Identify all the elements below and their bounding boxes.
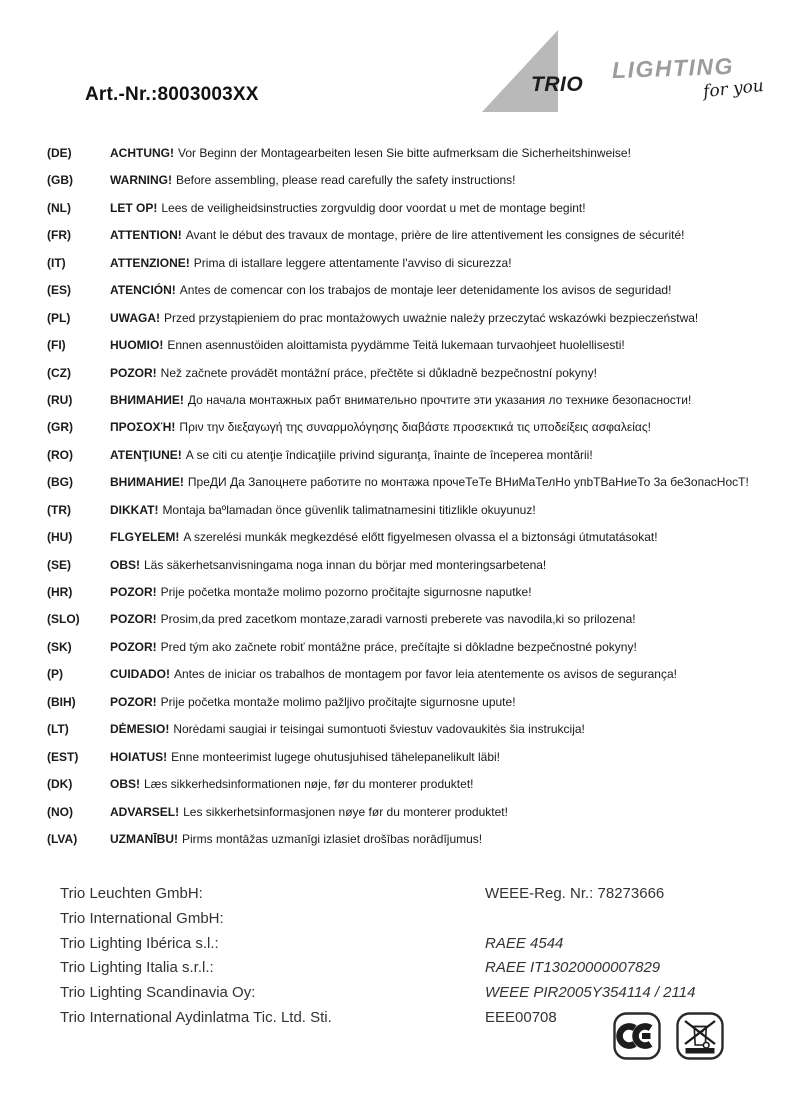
warning-keyword: HOIATUS! <box>110 749 168 764</box>
warning-row <box>47 805 787 819</box>
warning-text <box>110 201 586 215</box>
warning-keyword: ACHTUNG! <box>110 146 174 160</box>
warning-body: Ennen asennustöiden aloittamista pyydämme Teitä lukemaan turvaohjeet huolellisesti! <box>167 338 625 353</box>
warning-keyword: UWAGA! <box>110 310 160 325</box>
warning-keyword: ΠΡΟΣΟΧΉ! <box>110 420 176 435</box>
compliance-badges <box>613 1012 724 1060</box>
language-code: (FR) <box>47 228 71 243</box>
warning-row <box>47 448 787 462</box>
warning-body: Vor Beginn der Montagearbeiten lesen Sie bitte aufmerksam die Sicherheitshinweise! <box>178 146 631 160</box>
warning-body: Lees de veiligheidsinstructies zorgvuldig door voordat u met de montage begint! <box>161 200 586 215</box>
warning-keyword: ATTENTION! <box>110 228 182 243</box>
warning-body: Prima di istallare leggere attentamente l'avviso di sicurezza! <box>193 255 512 270</box>
warning-row <box>47 612 787 626</box>
ce-mark-icon <box>613 1012 661 1060</box>
warning-keyword: ВНИМАНИЕ! <box>110 392 184 407</box>
warning-body: Norėdami saugiai ir teisingai sumontuoti šviestuv vadovaukitės šia instrukcija! <box>173 722 585 737</box>
language-code: (HR) <box>47 585 73 599</box>
language-code: (HU) <box>47 530 73 545</box>
language-code: (LVA) <box>47 831 78 846</box>
registration-number: EEE00708 <box>485 1008 557 1026</box>
warning-text <box>110 366 597 380</box>
warning-row <box>47 530 787 544</box>
warning-body: Prije početka montaže molimo pažljivo pročitajte sigurnosne upute! <box>160 694 516 709</box>
warning-text <box>110 228 685 242</box>
footer-registrations <box>60 882 760 1031</box>
warning-row <box>47 420 787 434</box>
language-code: (EST) <box>47 749 79 764</box>
warning-row <box>47 338 787 352</box>
warning-keyword: HUOMIO! <box>110 338 164 353</box>
language-code: (BG) <box>47 475 73 490</box>
language-code: (ES) <box>47 283 71 298</box>
company-name: Trio Lighting Italia s.r.l.: <box>60 959 214 977</box>
logo-triangle-icon <box>480 28 560 113</box>
warning-text <box>110 146 631 160</box>
language-code: (IT) <box>47 255 66 270</box>
language-code: (NL) <box>47 200 71 215</box>
warning-body: Avant le début des travaux de montage, prière de lire attentivement les consignes de sécurité! <box>185 228 685 243</box>
warning-text <box>110 640 637 654</box>
warning-keyword: ATENCIÓN! <box>110 283 176 298</box>
warning-body: Antes de comencar con los trabajos de montaje leer detenidamente los avisos de seguridad! <box>179 283 672 298</box>
warning-text <box>110 256 512 270</box>
warning-body: ПреДИ Да Запоцнете работите по монтажа прочеТеТе ВНиМаТелНо упbТВаНиеТо 3а беЗопасНосТ! <box>187 475 749 490</box>
warning-row <box>47 558 787 572</box>
language-code: (RO) <box>47 447 73 462</box>
warning-row <box>47 832 787 846</box>
warning-text <box>110 750 500 764</box>
warning-row <box>47 777 787 791</box>
registration-number <box>485 907 760 932</box>
warning-row <box>47 283 787 297</box>
logo-trio-text: TRIO <box>531 73 584 96</box>
warning-row <box>47 256 787 270</box>
warning-body: Montaja baºlamadan önce güvenlik talimatnamesini titizlikle okuyunuz! <box>162 502 536 517</box>
warning-keyword: ADVARSEL! <box>110 804 180 819</box>
warning-text <box>110 585 532 599</box>
warning-keyword: POZOR! <box>110 694 157 709</box>
warning-keyword: WARNING! <box>110 173 172 188</box>
warning-row <box>47 393 787 407</box>
registration-number: WEEE-Reg. Nr.: 78273666 <box>485 885 665 902</box>
warning-row <box>47 173 787 187</box>
warning-body: Pirms montāžas uzmanīgi izlasiet drošības norādījumus! <box>182 831 483 846</box>
warning-body: Enne monteerimist lugege ohutusjuhised tähelepanelikult läbi! <box>171 749 500 764</box>
language-code: (SE) <box>47 557 71 572</box>
warning-text <box>110 612 636 626</box>
warning-text <box>110 503 536 517</box>
warning-body: До начала монтажных рабт внимательно прочтите эти указания ло технике безопасности! <box>187 392 692 407</box>
logo-tagline-text: for you <box>702 75 765 103</box>
warning-body: Prosim,da pred zacetkom montaze,zaradi varnosti preberete vas navodila,ki so prilozena! <box>160 612 636 627</box>
company-name: Trio Leuchten GmbH: <box>60 885 203 902</box>
language-code: (LT) <box>47 722 69 737</box>
company-name: Trio Lighting Scandinavia Oy: <box>60 984 256 1002</box>
warning-keyword: ATTENZIONE! <box>110 255 190 270</box>
warning-body: Les sikkerhetsinformasjonen nøye før du monterer produktet! <box>183 804 508 819</box>
company-name: Trio Lighting Ibérica s.l.: <box>60 934 219 952</box>
warning-body: Pred tým ako začnete robiť montážne práce, prečítajte si dôkladne bezpečnostné pokyny! <box>160 639 637 654</box>
language-code: (NO) <box>47 804 73 819</box>
warning-text <box>110 777 473 791</box>
language-code: (FI) <box>47 338 66 353</box>
warning-body: A se citi cu atenţie îndicaţiile privind siguranţa, înainte de începerea montării! <box>185 447 593 462</box>
language-code: (DK) <box>47 777 73 792</box>
language-code: (DE) <box>47 146 72 160</box>
company-name: Trio International GmbH: <box>60 909 224 927</box>
warning-row <box>47 667 787 681</box>
warning-body: Przed przystąpieniem do prac montażowych uważnie należy przeczytać wskazówki bezpieczeństwa! <box>164 310 699 325</box>
warning-body: Πριν την διεξαγωγή της συναρμολόγησης διαβάστε προσεκτικά τις υποδείξεις ασφαλείας! <box>179 420 651 435</box>
registration-number: RAEE 4544 <box>485 934 564 952</box>
language-code: (P) <box>47 667 63 682</box>
warning-text <box>110 558 546 572</box>
warning-text <box>110 338 625 352</box>
warning-text <box>110 420 651 434</box>
company-name: Trio International Aydinlatma Tic. Ltd. Sti. <box>60 1008 332 1026</box>
warning-keyword: POZOR! <box>110 639 157 654</box>
warning-row <box>47 750 787 764</box>
warning-keyword: ATENŢIUNE! <box>110 447 182 462</box>
language-code: (GB) <box>47 173 73 188</box>
warning-text <box>110 475 749 489</box>
warning-body: Prije početka montaže molimo pozorno pročitajte sigurnosne naputke! <box>160 585 532 599</box>
warning-text <box>110 667 677 681</box>
language-code: (SLO) <box>47 612 80 627</box>
warning-keyword: OBS! <box>110 777 140 792</box>
warnings-list <box>47 146 787 846</box>
warning-row <box>47 201 787 215</box>
warning-body: Antes de iniciar os trabalhos de montagem por favor leia atentemente os avisos de segurança! <box>174 667 677 682</box>
warning-row <box>47 366 787 380</box>
warning-body: Before assembling, please read carefully the safety instructions! <box>176 173 516 188</box>
warning-body: A szerelési munkák megkezdésé előtt figyelmesen olvassa el a biztonsági útmutatásokat! <box>183 530 658 545</box>
warning-keyword: OBS! <box>110 557 140 572</box>
warning-row <box>47 585 787 599</box>
warning-text <box>110 448 593 462</box>
warning-keyword: UZMANĪBU! <box>110 831 178 846</box>
language-code: (SK) <box>47 639 72 654</box>
warning-text <box>110 173 516 187</box>
warning-keyword: POZOR! <box>110 612 157 627</box>
language-code: (CZ) <box>47 365 71 380</box>
logo-lighting-text: LIGHTING <box>611 52 735 84</box>
language-code: (BIH) <box>47 694 76 709</box>
warning-body: Læs sikkerhedsinformationen nøje, før du monterer produktet! <box>144 777 474 792</box>
language-code: (PL) <box>47 310 71 325</box>
registration-number: WEEE PIR2005Y354114 / 2114 <box>485 984 696 1002</box>
warning-body: Läs säkerhetsanvisningama noga innan du börjar med monteringsarbetena! <box>144 557 547 572</box>
warning-row <box>47 695 787 709</box>
language-code: (RU) <box>47 392 73 407</box>
warning-keyword: POZOR! <box>110 365 157 380</box>
warning-body: Než začnete provádět montážní práce, přečtěte si důkladně bezpečnostní pokyny! <box>160 365 597 380</box>
warning-text <box>110 393 691 407</box>
warning-keyword: DIKKAT! <box>110 502 159 517</box>
warning-text <box>110 695 516 709</box>
warning-text <box>110 805 508 819</box>
language-code: (TR) <box>47 502 71 517</box>
registration-number: RAEE IT13020000007829 <box>485 959 661 977</box>
warning-keyword: POZOR! <box>110 585 157 599</box>
warning-row <box>47 228 787 242</box>
warning-row <box>47 722 787 736</box>
warning-text <box>110 530 658 544</box>
warning-row <box>47 475 787 489</box>
warning-keyword: CUIDADO! <box>110 667 170 682</box>
weee-bin-icon <box>676 1012 724 1060</box>
article-number: Art.-Nr.:8003003XX <box>85 84 259 105</box>
warning-keyword: FLGYELEM! <box>110 530 180 545</box>
trio-lighting-logo <box>460 15 790 130</box>
warning-keyword: DĖMESIO! <box>110 722 170 737</box>
warning-row <box>47 640 787 654</box>
warning-text <box>110 283 671 297</box>
warning-text <box>110 722 585 736</box>
warning-row <box>47 146 787 160</box>
warning-text <box>110 832 482 846</box>
warning-row <box>47 311 787 325</box>
warning-keyword: ВНИМАНИЕ! <box>110 475 184 490</box>
language-code: (GR) <box>47 420 73 435</box>
warning-row <box>47 503 787 517</box>
warning-text <box>110 311 698 325</box>
warning-keyword: LET OP! <box>110 200 158 215</box>
